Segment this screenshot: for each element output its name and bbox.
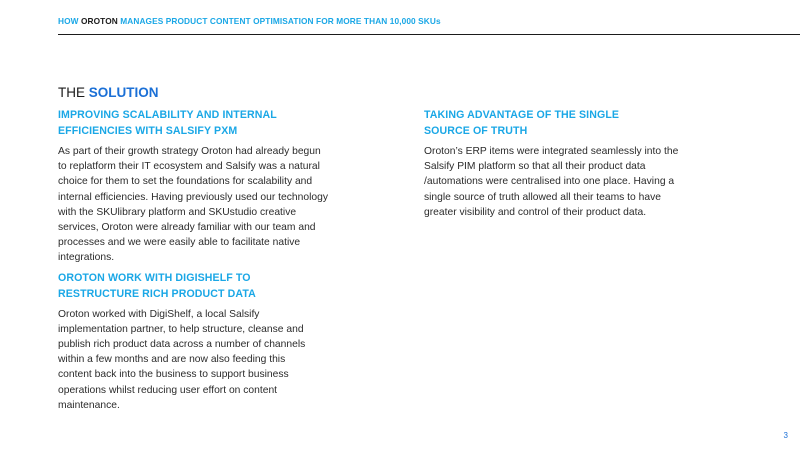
single-source-heading-line: TAKING ADVANTAGE OF THE SINGLE xyxy=(424,109,620,121)
body-line: internal efficiencies. Having previously used our technology xyxy=(58,191,328,203)
digishelf-heading-line: RESTRUCTURE RICH PRODUCT DATA xyxy=(58,287,256,300)
body-line: Oroton worked with DigiShelf, a local Salsify xyxy=(58,308,260,320)
body-line: publish rich product data across a number of channels xyxy=(58,339,306,351)
left-column xyxy=(58,107,358,413)
page-header xyxy=(58,16,441,26)
body-line: Oroton’s ERP items were integrated seamlessly into the xyxy=(424,146,679,157)
scalability-body xyxy=(58,144,358,266)
header-suffix: MANAGES PRODUCT CONTENT OPTIMISATION FOR MORE THAN 10,000 SKUs xyxy=(117,16,441,26)
body-line: As part of their growth strategy Oroton had already begun xyxy=(58,146,321,157)
header-prefix: HOW xyxy=(58,16,81,26)
body-line: Salsify PIM platform so that all their product data xyxy=(424,161,646,173)
single-source-heading xyxy=(424,107,714,139)
body-line: single source of truth allowed all their teams to have xyxy=(424,191,661,203)
body-line: to replatform their IT ecosystem and Salsify was a natural xyxy=(58,161,320,173)
solution-lead: THE xyxy=(58,85,89,100)
digishelf-heading-line: OROTON WORK WITH DIGISHELF TO xyxy=(58,271,251,284)
page-number: 3 xyxy=(783,431,788,440)
scalability-heading-line: EFFICIENCIES WITH SALSIFY PXM xyxy=(58,125,238,137)
header-rule xyxy=(58,34,800,35)
solution-title xyxy=(58,85,159,100)
solution-highlight: SOLUTION xyxy=(88,85,159,100)
body-line: with the SKUlibrary platform and SKUstudio creative xyxy=(58,206,297,218)
body-line: implementation partner, to help structure, cleanse and xyxy=(58,323,304,335)
body-line: within a few months and are now also feeding this xyxy=(58,354,286,366)
digishelf-heading xyxy=(58,270,358,302)
header-brand: OROTON xyxy=(80,16,118,26)
body-line: greater visibility and control of their product data. xyxy=(424,206,647,218)
body-line: services, Oroton were already familiar with our team and xyxy=(58,222,316,234)
body-line: operations whilst reducing user effort on content xyxy=(58,384,278,396)
body-line: maintenance. xyxy=(58,399,120,411)
digishelf-body xyxy=(58,307,358,413)
scalability-heading-line: IMPROVING SCALABILITY AND INTERNAL xyxy=(58,109,277,121)
right-column xyxy=(424,107,714,220)
body-line: /automations were centralised into one place. Having a xyxy=(424,176,675,188)
scalability-heading xyxy=(58,107,358,139)
body-line: choice for them to set the foundations for scalability and xyxy=(58,176,313,188)
body-line: content back into the business to support business xyxy=(58,369,289,381)
single-source-heading-line: SOURCE OF TRUTH xyxy=(424,125,528,137)
body-line: integrations. xyxy=(58,252,115,264)
body-line: processes and we were easily able to facilitate native xyxy=(58,237,301,249)
single-source-body xyxy=(424,144,714,220)
